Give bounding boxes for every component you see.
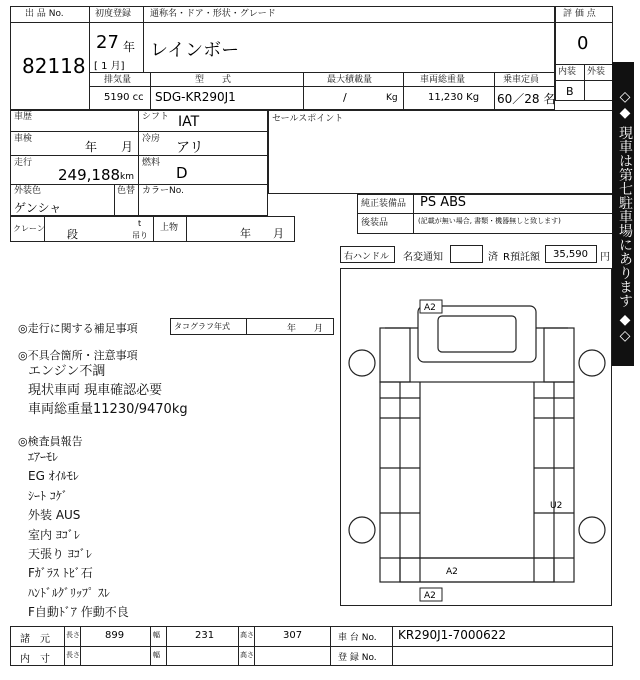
upper-value: 年 月 [240, 227, 284, 240]
tax-value: 35,590 [553, 249, 588, 260]
rating-value: 0 [577, 33, 589, 54]
displacement-label: 排気量 [104, 75, 132, 85]
tax-label: R預託額 [503, 252, 540, 263]
type-value: SDG-KR290J1 [155, 90, 236, 104]
lot-label: 出 品 No. [25, 9, 64, 19]
inspector-label: ◎検査員報告 [18, 435, 83, 448]
aftermarket-label: 後装品 [361, 218, 389, 228]
factory-options-label: 純正装備品 [361, 199, 407, 209]
defect-item: エンジン不調 [28, 364, 106, 379]
chassis-value: KR290J1-7000622 [398, 628, 507, 642]
inspector-item: 外装 AUS [28, 508, 81, 523]
width-label: 幅 [153, 631, 160, 639]
capacity-label: 乗車定員 [503, 75, 540, 85]
length-label: 長さ [66, 631, 80, 639]
crane-ton: t [138, 219, 142, 228]
model-name: レインボー [150, 40, 240, 61]
mark-bottom-outer: A2 [424, 591, 436, 601]
tax-prefix: 済 [488, 252, 498, 263]
color-value: ゲンシャ [14, 201, 62, 215]
tax-unit: 円 [600, 252, 610, 263]
rating-label: 評 価 点 [563, 9, 596, 19]
lot-number: 82118 [22, 54, 86, 78]
inspector-item: ｼｰﾄ ｺｹﾞ [28, 488, 68, 503]
shift-label: シフト [142, 112, 170, 122]
inner-width-label: 幅 [153, 651, 160, 659]
driving-notes-label: ◎走行に関する補足事項 [18, 322, 138, 335]
exterior-label: 外装 [587, 67, 606, 77]
inner-height-label: 高さ [240, 651, 254, 659]
dims-label: 諸 元 [20, 634, 50, 645]
side-banner: ◇◆ 現車は第七駐車場にあります ◆◇ [612, 62, 634, 366]
height-label: 高さ [240, 631, 254, 639]
upper-label: 上物 [160, 223, 179, 233]
fuel-value: D [176, 164, 188, 182]
crane-lift: 吊り [132, 231, 148, 240]
interior-value: B [566, 85, 574, 98]
color-code-label: カラーNo. [142, 186, 184, 196]
gross-weight-label: 車両総重量 [420, 75, 466, 85]
mark-rear-left: U2 [550, 501, 563, 511]
inspector-item: F自動ﾄﾞｱ 作動不良 [28, 605, 129, 620]
inner-dims-label: 内 寸 [20, 654, 50, 665]
reg-label: 登 録 No. [338, 653, 377, 663]
type-label: 型 式 [195, 75, 232, 85]
width-value: 231 [195, 630, 215, 641]
name-change-checkbox [450, 245, 483, 263]
crane-stage: 段 [67, 228, 78, 241]
first-reg-year-unit: 年 [123, 40, 136, 54]
inspection-label: 車検 [14, 134, 33, 144]
inspector-list [28, 448, 129, 623]
mark-top: A2 [424, 303, 436, 313]
tachograph-value: 年 月 [287, 324, 324, 334]
mark-bottom-inner: A2 [446, 567, 458, 577]
inspector-item: 室内 ﾖｺﾞﾚ [28, 527, 80, 542]
inspector-item: ﾊﾝﾄﾞﾙｸﾞﾘｯﾌﾟ ｽﾚ [28, 585, 110, 600]
defect-item: 車両総重量11230/9470kg [28, 402, 188, 417]
sales-point-label: セールスポイント [272, 114, 344, 124]
defect-item: 現状車両 現車確認必要 [28, 383, 163, 398]
inspector-item: 天張り ﾖｺﾞﾚ [28, 547, 92, 562]
inspector-item: Fｶﾞﾗｽ ﾄﾋﾞ石 [28, 566, 93, 581]
name-change-label: 名変通知 [403, 252, 443, 263]
mileage-label: 走行 [14, 158, 33, 168]
capacity-value: 60／28 名 [497, 92, 556, 106]
max-load-label: 最大積載量 [327, 75, 373, 85]
aircon-value: アリ [176, 140, 204, 156]
tachograph-label: タコグラフ年式 [174, 322, 230, 331]
first-reg-label: 初度登録 [95, 9, 132, 19]
max-load-value: / [343, 91, 347, 104]
defects-label: ◎不具合箇所・注意事項 [18, 349, 138, 362]
inspector-item: EG ｵｲﾙﾓﾚ [28, 469, 79, 484]
gross-weight-value: 11,230 Kg [428, 92, 480, 103]
factory-options-value: PS ABS [420, 195, 467, 210]
color-change-label: 色替 [117, 186, 136, 196]
inspection-value: 年 月 [85, 140, 134, 154]
inspector-item: ｴｱｰﾓﾚ [28, 450, 59, 464]
model-label: 通称名・ドア・形状・グレード [150, 9, 276, 19]
chassis-label: 車 台 No. [338, 633, 377, 643]
crane-label: クレーン [13, 224, 45, 233]
first-reg-month: [ 1 月] [94, 61, 125, 72]
fuel-label: 燃料 [142, 158, 161, 168]
aircon-label: 冷房 [142, 134, 161, 144]
mileage-value: 249,188 [58, 166, 121, 184]
height-value: 307 [283, 630, 303, 641]
vehicle-diagram [340, 268, 612, 606]
shift-value: IAT [178, 114, 200, 130]
max-load-unit: Kg [386, 93, 398, 103]
displacement-value: 5190 cc [104, 92, 144, 103]
handle-value: 右ハンドル [344, 252, 390, 262]
interior-label: 内装 [558, 67, 577, 77]
color-label: 外装色 [14, 186, 42, 196]
inner-length-label: 長さ [66, 651, 80, 659]
history-label: 車歴 [14, 112, 33, 122]
mileage-unit: km [120, 172, 134, 182]
defects-list [28, 362, 188, 419]
first-reg-year: 27 [96, 32, 119, 53]
aftermarket-note: (記載が無い場合, 書類・機器無しと致します) [418, 217, 561, 225]
length-value: 899 [105, 630, 125, 641]
